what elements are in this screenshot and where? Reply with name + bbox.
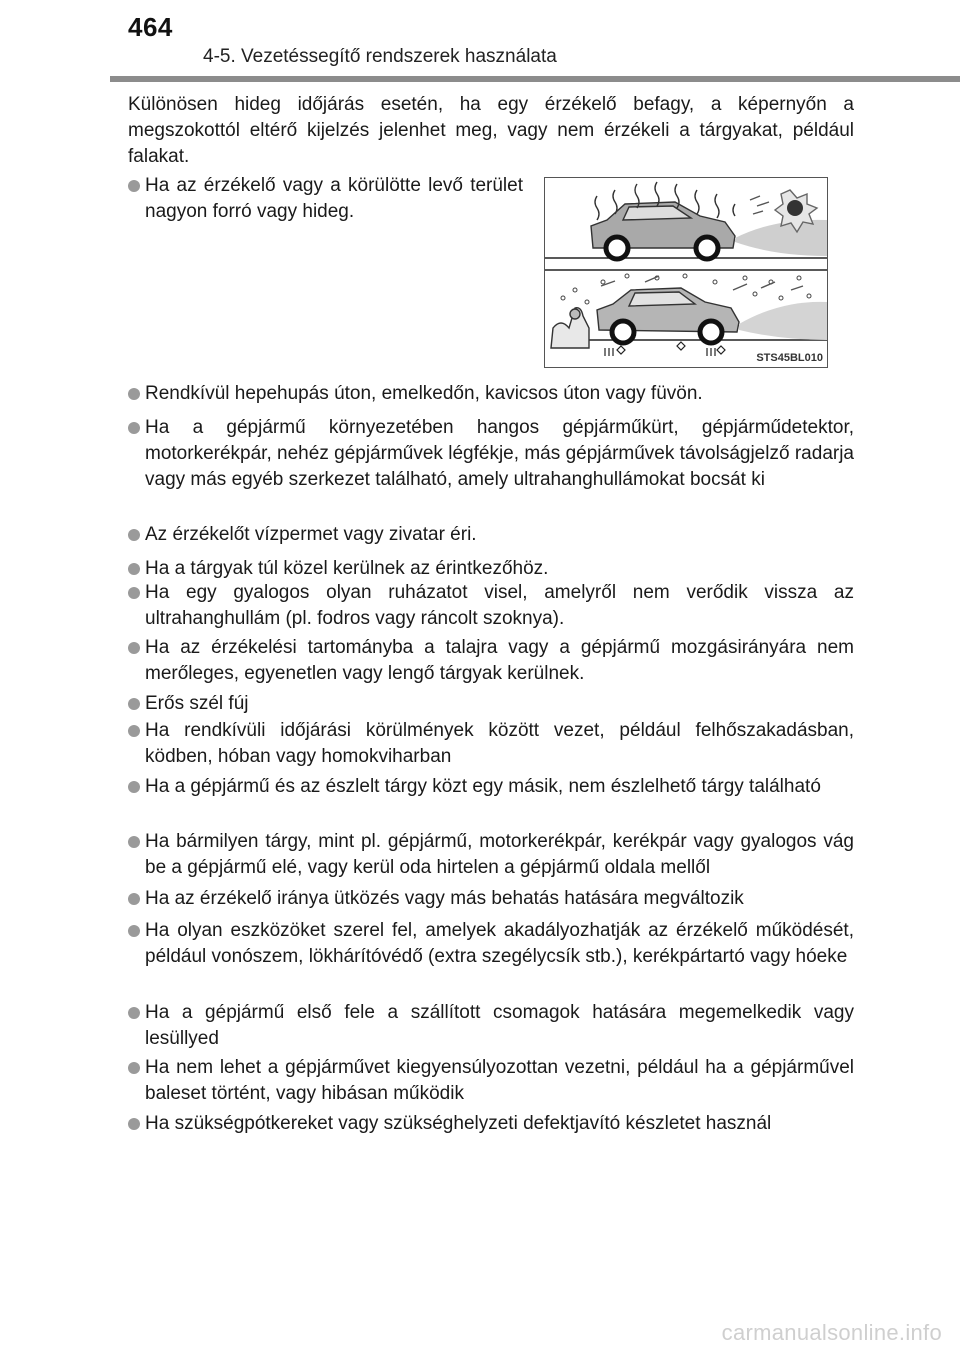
section-title: 4-5. Vezetéssegítő rendszerek használata bbox=[203, 46, 557, 67]
bullet-dot-icon bbox=[128, 1118, 140, 1130]
bullet-item bbox=[128, 918, 854, 970]
bullet-item bbox=[128, 415, 854, 493]
figure-code: STS45BL010 bbox=[756, 352, 823, 364]
bullet-text: Ha nem lehet a gépjárművet kiegyensúlyozottan vezetni, például ha a gépjárművel baleset történt, vagy hibásan működik bbox=[145, 1057, 854, 1104]
illustration-figure bbox=[544, 177, 828, 368]
bullet-text: Ha az érzékelési tartományba a talajra vagy a gépjármű mozgásirányára nem merőleges, egyenetlen vagy lengő tárgyak kerülnek. bbox=[145, 637, 854, 684]
bullet-text: Ha a gépjármű környezetében hangos gépjárműkürt, gépjárműdetektor, motorkerékpár, nehéz gépjárművek légfékje, más gépjárművek távolságjelző radarja vagy más egyéb szerkezet található, amely ultrahanghullámokat bocsát ki bbox=[145, 417, 854, 490]
bullet-dot-icon bbox=[128, 893, 140, 905]
bullet-item bbox=[128, 829, 854, 881]
bullet-dot-icon bbox=[128, 725, 140, 737]
bullet-item bbox=[128, 1000, 854, 1052]
bullet-dot-icon bbox=[128, 422, 140, 434]
bullet-item bbox=[128, 635, 854, 687]
bullet-item bbox=[128, 1055, 854, 1107]
bullet-dot-icon bbox=[128, 1007, 140, 1019]
bullet-item bbox=[128, 691, 854, 717]
bullet-dot-icon bbox=[128, 642, 140, 654]
bullet-text: Ha a gépjármű és az észlelt tárgy közt egy másik, nem észlelhető tárgy található bbox=[145, 776, 821, 797]
bullet-item bbox=[128, 381, 854, 407]
bullet-item bbox=[128, 886, 854, 912]
bullet-dot-icon bbox=[128, 836, 140, 848]
bullet-text: Ha bármilyen tárgy, mint pl. gépjármű, motorkerékpár, kerékpár vagy gyalogos vág be a gépjármű elé, vagy kerül oda hirtelen a gépjármű oldala mellől bbox=[145, 831, 854, 878]
bullet-dot-icon bbox=[128, 388, 140, 400]
snow-car-scene bbox=[551, 274, 827, 356]
bullet-text: Ha a gépjármű első fele a szállított csomagok hatására megemelkedik vagy lesüllyed bbox=[145, 1002, 854, 1049]
bullet-dot-icon bbox=[128, 781, 140, 793]
bullet-text: Ha szükségpótkereket vagy szükséghelyzeti defektjavító készletet használ bbox=[145, 1113, 772, 1134]
watermark: carmanualsonline.info bbox=[721, 1320, 942, 1345]
bullet-item bbox=[128, 1111, 854, 1137]
hot-car-scene bbox=[545, 182, 827, 270]
page-number: 464 bbox=[128, 12, 173, 42]
bullet-text: Erős szél fúj bbox=[145, 693, 249, 714]
bullet-text: Ha olyan eszközöket szerel fel, amelyek akadályozhatják az érzékelő működését, például vonószem, lökhárítóvédő (extra szegélycsík stb.), kerékpártartó vagy hóeke bbox=[145, 920, 854, 967]
bullet-text: Ha az érzékelő vagy a körülötte levő terület nagyon forró vagy hideg. bbox=[145, 175, 523, 222]
bullet-item bbox=[128, 522, 854, 548]
intro-paragraph: Különösen hideg időjárás esetén, ha egy érzékelő befagy, a képernyőn a megszokottól eltérő kijelzés jelenhet meg, vagy nem érzékeli a tárgyakat, például falakat. bbox=[128, 94, 854, 167]
sensor-weather-illustration bbox=[545, 178, 827, 367]
bullet-item bbox=[128, 774, 854, 800]
bullet-text: Ha a tárgyak túl közel kerülnek az érintkezőhöz. bbox=[145, 558, 549, 579]
bullet-dot-icon bbox=[128, 529, 140, 541]
bullet-text: Ha rendkívüli időjárási körülmények között vezet, például felhőszakadásban, ködben, hóban vagy homokviharban bbox=[145, 720, 854, 767]
bullet-dot-icon bbox=[128, 180, 140, 192]
bullet-item bbox=[128, 556, 854, 582]
bullet-dot-icon bbox=[128, 925, 140, 937]
bullet-dot-icon bbox=[128, 563, 140, 575]
bullet-text: Az érzékelőt vízpermet vagy zivatar éri. bbox=[145, 524, 477, 545]
header-rule bbox=[110, 76, 960, 82]
bullet-text: Rendkívül hepehupás úton, emelkedőn, kavicsos úton vagy füvön. bbox=[145, 383, 703, 404]
bullet-dot-icon bbox=[128, 587, 140, 599]
bullet-item bbox=[128, 173, 523, 225]
bullet-text: Ha az érzékelő iránya ütközés vagy más behatás hatására megváltozik bbox=[145, 888, 744, 909]
bullet-dot-icon bbox=[128, 1062, 140, 1074]
bullet-item bbox=[128, 718, 854, 770]
bullet-item bbox=[128, 580, 854, 632]
bullet-text: Ha egy gyalogos olyan ruházatot visel, amelyről nem verődik vissza az ultrahanghullám (pl. fodros vagy ráncolt szoknya). bbox=[145, 582, 854, 629]
bullet-dot-icon bbox=[128, 698, 140, 710]
